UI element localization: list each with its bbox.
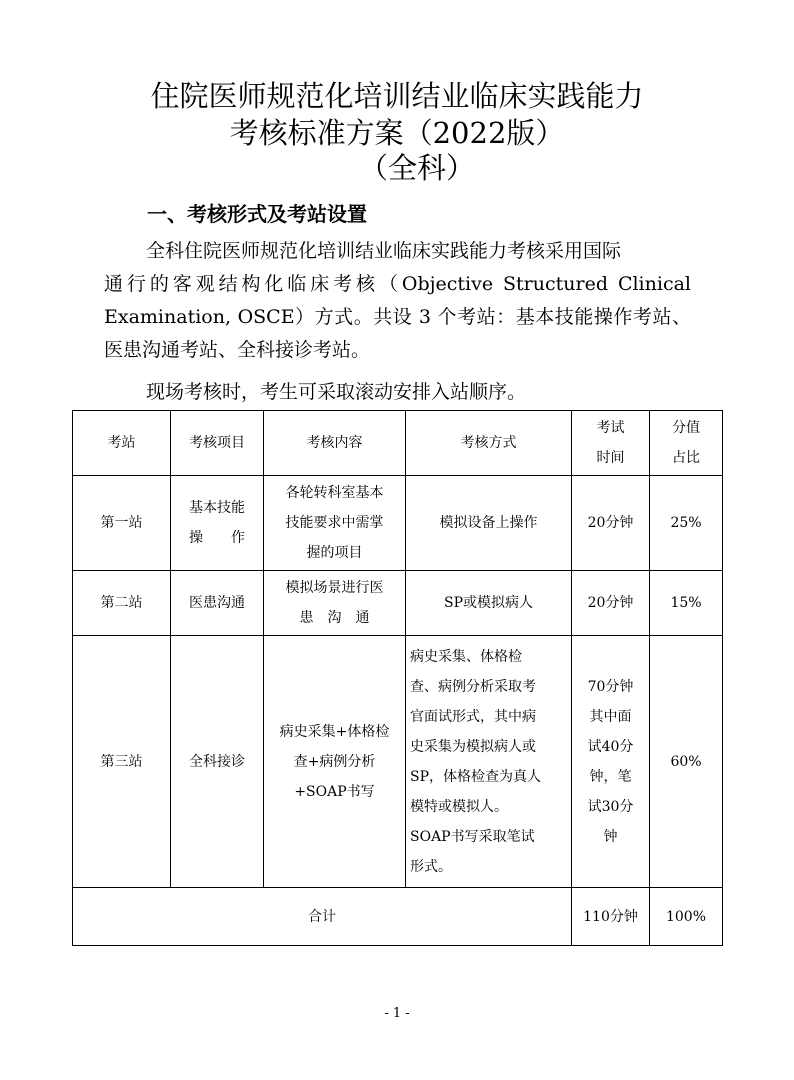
method-cell: 病史采集、体格检 查、病例分析采取考 官面试形式，其中病 史采集为模拟病人或 SP，体格检查为真人 模特或模拟人。 SOAP书写采取笔试 形式。 — [406, 636, 572, 888]
table-row — [73, 476, 723, 571]
item-cell: 全科接诊 — [171, 636, 264, 888]
total-label: 合计 — [73, 888, 572, 946]
document-title-line-3: （全科） — [358, 151, 475, 185]
content-cell: 各轮转科室基本 技能要求中需掌 握的项目 — [264, 476, 406, 571]
total-weight: 100% — [650, 888, 723, 946]
table-total-row — [73, 888, 723, 946]
station-cell: 第一站 — [73, 476, 171, 571]
station-cell: 第二站 — [73, 571, 171, 636]
header-weight: 分值 占比 — [650, 411, 723, 476]
header-time: 考试 时间 — [572, 411, 650, 476]
header-item: 考核项目 — [171, 411, 264, 476]
table-row — [73, 571, 723, 636]
exam-station-table — [72, 410, 723, 946]
page-number: - 1 - — [384, 1006, 410, 1021]
time-cell: 70分钟 其中面 试40分 钟，笔 试30分 钟 — [572, 636, 650, 888]
paragraph-line: 全科住院医师规范化培训结业临床实践能力考核采用国际 — [146, 240, 622, 262]
order-paragraph — [104, 376, 691, 409]
time-cell: 20分钟 — [572, 571, 650, 636]
total-time: 110分钟 — [572, 888, 650, 946]
header-station: 考站 — [73, 411, 171, 476]
table-row — [73, 636, 723, 888]
paragraph-line: 现场考核时，考生可采取滚动安排入站顺序。 — [146, 381, 527, 403]
item-cell: 医患沟通 — [171, 571, 264, 636]
weight-cell: 25% — [650, 476, 723, 571]
weight-cell: 60% — [650, 636, 723, 888]
item-cell: 基本技能 操 作 — [171, 476, 264, 571]
intro-paragraph — [104, 235, 691, 367]
header-content: 考核内容 — [264, 411, 406, 476]
paragraph-line: Examination, OSCE）方式。共设 3 个考站：基本技能操作考站、 — [104, 306, 691, 328]
paragraph-line: 医患沟通考站、全科接诊考站。 — [104, 339, 371, 361]
weight-cell: 15% — [650, 571, 723, 636]
header-method: 考核方式 — [406, 411, 572, 476]
section-heading: 一、考核形式及考站设置 — [147, 202, 367, 226]
content-cell: 病史采集+体格检 查+病例分析 +SOAP书写 — [264, 636, 406, 888]
time-cell: 20分钟 — [572, 476, 650, 571]
table-header-row — [73, 411, 723, 476]
document-title-line-1: 住院医师规范化培训结业临床实践能力 — [150, 79, 644, 113]
method-cell: SP或模拟病人 — [406, 571, 572, 636]
content-cell: 模拟场景进行医 患 沟 通 — [264, 571, 406, 636]
station-cell: 第三站 — [73, 636, 171, 888]
method-cell: 模拟设备上操作 — [406, 476, 572, 571]
paragraph-line: 通行的客观结构化临床考核（Objective Structured Clinical — [104, 273, 691, 295]
document-title-line-2: 考核标准方案（2022版） — [229, 116, 565, 150]
